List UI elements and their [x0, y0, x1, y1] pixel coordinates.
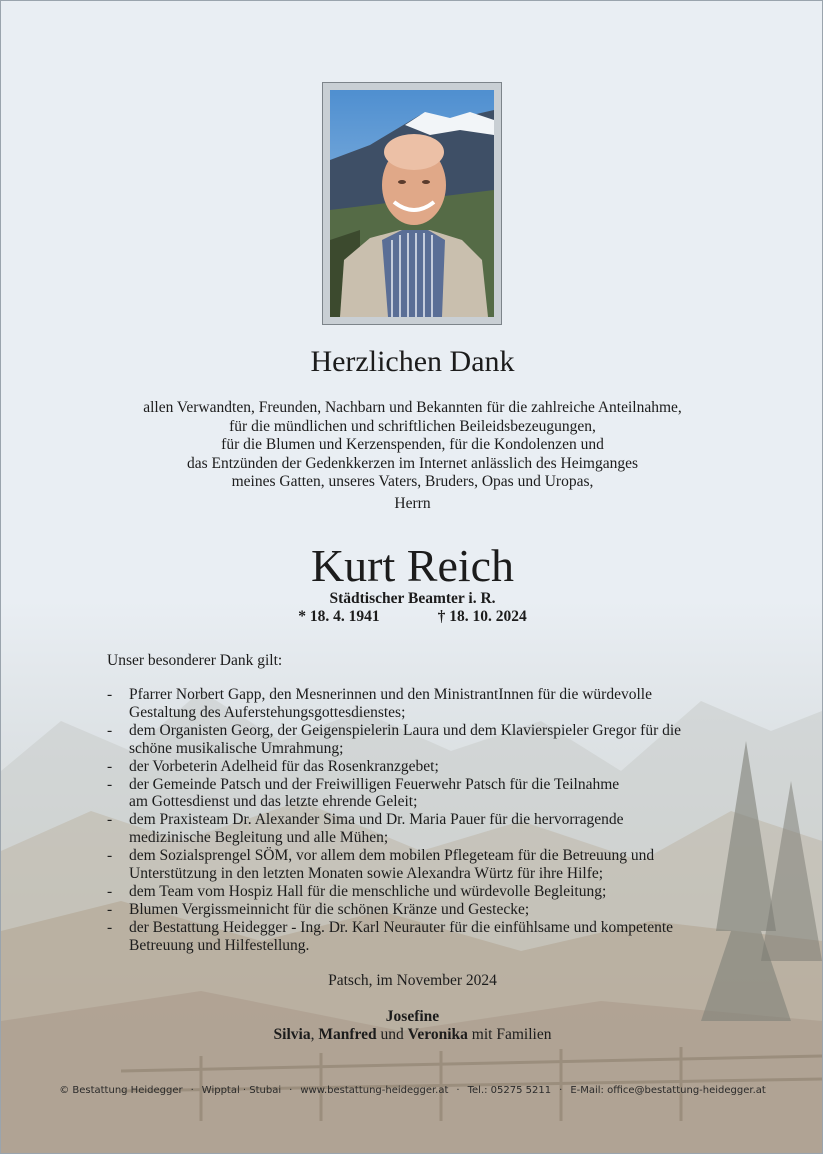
signature-comma: , [310, 1026, 319, 1043]
footer-website: www.bestattung-heidegger.at [300, 1085, 449, 1096]
thanks-item-line: der Bestattung Heidegger - Ing. Dr. Karl Neurauter für die einfühlsame und kompetente [129, 918, 674, 936]
footer-separator: · [289, 1085, 293, 1096]
intro-line: für die mündlichen und schriftlichen Beileidsbezeugungen, [229, 417, 596, 435]
footer-separator: · [559, 1085, 563, 1096]
footer-separator: · [190, 1085, 194, 1096]
portrait-photo [330, 90, 494, 317]
thanks-item [107, 686, 727, 722]
deceased-name: Kurt Reich [310, 540, 515, 591]
thanks-item-line: dem Praxisteam Dr. Alexander Sima und Dr. Maria Pauer für die hervorragende [129, 811, 624, 829]
thanks-item-line: Unterstützung in den letzten Monaten sowie Alexandra Würtz für ihre Hilfe; [129, 865, 604, 883]
list-dash: - [107, 686, 113, 703]
signature-connector: und [376, 1026, 408, 1043]
death-date: † 18. 10. 2024 [437, 608, 527, 625]
place-date: Patsch, im November 2024 [328, 972, 497, 989]
thanks-item [107, 811, 727, 847]
portrait-photo-frame [322, 82, 502, 325]
thanks-item-line: am Gottesdienst und das letzte ehrende Geleit; [129, 793, 418, 811]
intro-line: meines Gatten, unseres Vaters, Bruders, Opas und Uropas, [231, 473, 594, 490]
thanks-item-line: der Gemeinde Patsch und der Freiwilligen Feuerwehr Patsch für die Teilnahme [129, 775, 620, 793]
intro-line: für die Blumen und Kerzenspenden, für die Kondolenzen und [221, 436, 604, 453]
special-thanks-title: Unser besonderer Dank gilt: [107, 652, 283, 669]
intro-text [1, 399, 823, 492]
footer [1, 1085, 823, 1096]
signature-line-2 [1, 1026, 823, 1044]
deceased-occupation: Städtischer Beamter i. R. [329, 590, 496, 607]
thanks-item-line: Pfarrer Norbert Gapp, den Mesnerinnen und den MinistrantInnen für die würdevolle [129, 686, 652, 703]
thanks-item [107, 883, 727, 901]
thanks-item [107, 901, 727, 919]
thanks-item [107, 919, 727, 955]
thanks-item-line: schöne musikalische Umrahmung; [129, 739, 344, 757]
list-dash: - [107, 882, 113, 900]
signature-suffix: mit Familien [467, 1026, 552, 1043]
footer-company: © Bestattung Heidegger [59, 1085, 183, 1096]
list-dash: - [107, 847, 113, 865]
salutation: Herrn [394, 495, 431, 512]
thanks-item-line: der Vorbeterin Adelheid für das Rosenkranzgebet; [129, 757, 439, 775]
list-dash: - [107, 775, 113, 793]
thanks-item [107, 847, 727, 883]
thanks-list [107, 686, 727, 955]
thanks-item-line: Betreuung und Hilfestellung. [129, 936, 310, 954]
thanks-item-line: dem Sozialsprengel SÖM, vor allem dem mobilen Pflegeteam für die Betreuung und [129, 847, 655, 865]
list-dash: - [107, 918, 113, 936]
thanks-item [107, 776, 727, 812]
footer-phone: Tel.: 05275 5211 [467, 1085, 552, 1096]
list-dash: - [107, 811, 113, 829]
footer-email: E-Mail: office@bestattung-heidegger.at [570, 1085, 766, 1096]
heading: Herzlichen Dank [310, 345, 515, 378]
thanks-item-line: dem Organisten Georg, der Geigenspielerin Laura und dem Klavierspieler Gregor für die [129, 721, 682, 739]
signature-name: Manfred [318, 1026, 377, 1043]
thanks-item-line: Gestaltung des Auferstehungsgottesdienstes; [129, 703, 406, 721]
signature-line-1: Josefine [385, 1008, 440, 1025]
footer-separator: · [456, 1085, 460, 1096]
life-dates [1, 608, 823, 626]
signature-name: Veronika [407, 1026, 468, 1043]
list-dash: - [107, 900, 113, 918]
list-dash: - [107, 757, 113, 775]
thanks-item [107, 722, 727, 758]
signature-name: Silvia [273, 1026, 311, 1043]
thanks-item-line: dem Team vom Hospiz Hall für die menschliche und würdevolle Begleitung; [129, 882, 607, 900]
birth-date: * 18. 4. 1941 [298, 608, 380, 625]
thanks-item [107, 758, 727, 776]
footer-region: Wipptal · Stubai [201, 1085, 282, 1096]
intro-line: das Entzünden der Gedenkkerzen im Internet anlässlich des Heimganges [186, 454, 639, 472]
list-dash: - [107, 721, 113, 739]
thanks-item-line: medizinische Begleitung und alle Mühen; [129, 829, 389, 847]
intro-line: allen Verwandten, Freunden, Nachbarn und Bekannten für die zahlreiche Anteilnahme, [143, 399, 682, 416]
thanks-item-line: Blumen Vergissmeinnicht für die schönen Kränze und Gestecke; [129, 900, 530, 918]
